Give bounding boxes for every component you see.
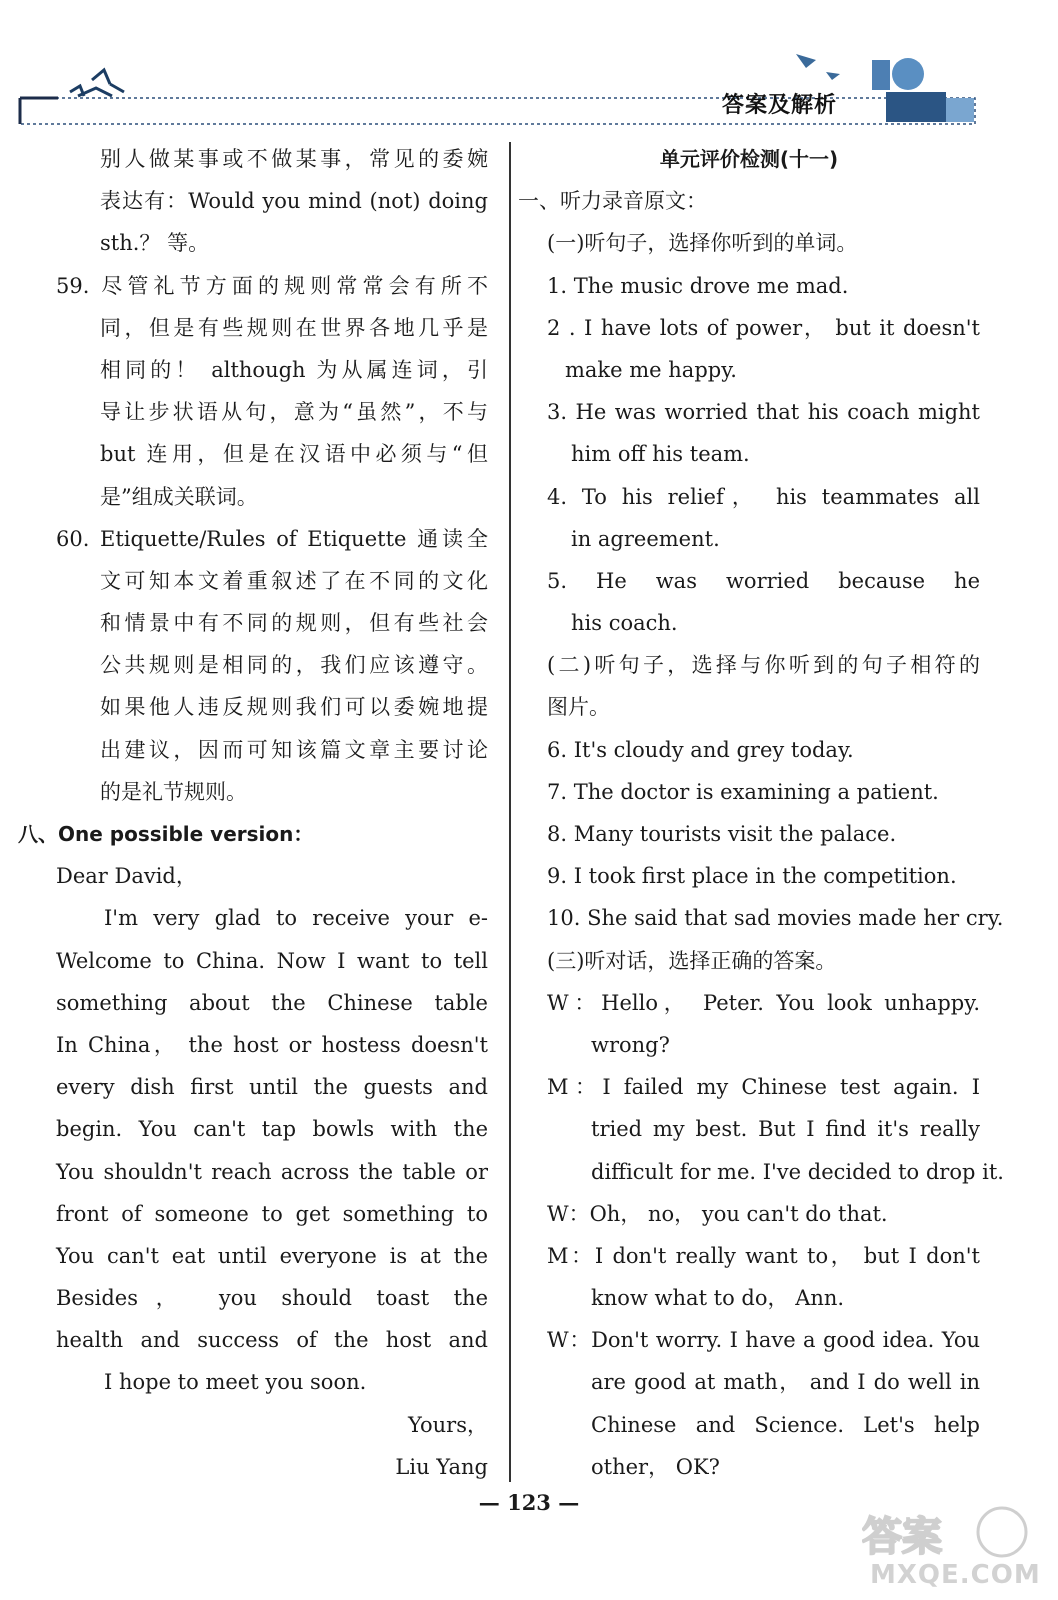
dialogue-line: know what to do， Ann. [591, 1286, 845, 1311]
letter-line: I'm very glad to receive your e- [104, 906, 488, 931]
answer-59: 59. 尽管礼节方面的规则常常会有所不 [56, 273, 488, 298]
letter-line: begin. You can't tap bowls with the [56, 1117, 488, 1142]
transcript-line: make me happy. [565, 357, 737, 382]
transcript-line: 10. She said that sad movies made her cry. [547, 906, 1004, 931]
page-header [0, 0, 1058, 140]
svg-text:答案: 答案 [862, 1514, 942, 1560]
letter-signature: Liu Yang [395, 1454, 488, 1479]
letter-line: Welcome to China. Now I want to tell [56, 948, 488, 973]
transcript-line: in agreement. [571, 526, 720, 551]
answer-60: 60. Etiquette/Rules of Etiquette 通读全 [56, 526, 488, 551]
text-line: 相同的！ although 为从属连词，引 [100, 357, 488, 382]
letter-line: I hope to meet you soon. [104, 1370, 367, 1395]
bird-icon [826, 72, 840, 80]
text-line: 和情景中有不同的规则，但有些社会 [100, 611, 488, 636]
transcript-line: 6. It's cloudy and grey today. [547, 737, 854, 762]
left-column [18, 138, 488, 1488]
text-line: sth.？ 等。 [100, 231, 210, 256]
letter-line: every dish first until the guests and [56, 1075, 488, 1100]
dialogue-line: M：I failed my Chinese test again. I [547, 1075, 980, 1100]
letter-line: In China， the host or hostess doesn't [56, 1032, 488, 1057]
watermark-text: MXQE.COM [870, 1560, 1041, 1590]
transcript-line: 9. I took first place in the competition. [547, 864, 957, 889]
column-divider [509, 142, 511, 1482]
transcript-line: him off his team. [571, 442, 750, 467]
dialogue-line: M：I don't really want to， but I don't [547, 1243, 980, 1268]
text-line: 别人做某事或不做某事，常见的委婉 [100, 147, 488, 171]
text-line: 的是礼节规则。 [100, 779, 247, 804]
section-title: 答案及解析 [722, 93, 838, 118]
section-8-heading: 八、One possible version： [18, 822, 314, 846]
text-line: but 连用，但是在汉语中必须与“但 [100, 442, 488, 467]
dialogue-line: difficult for me. I've decided to drop it. [591, 1159, 1004, 1184]
letter-line: health and success of the host and [56, 1328, 488, 1353]
text-line: 表达有：Would you mind (not) doing [100, 189, 488, 214]
letter-line: Besides， you should toast the [56, 1286, 488, 1311]
page-number: — 123 — [478, 1490, 580, 1515]
dialogue-line: other， OK? [591, 1454, 720, 1479]
dialogue-line: Chinese and Science. Let's help [591, 1412, 980, 1437]
transcript-line: 8. Many tourists visit the palace. [547, 822, 897, 846]
text-line: 是”组成关联词。 [100, 484, 258, 509]
dialogue-line: W：Don't worry. I have a good idea. You [547, 1328, 980, 1353]
dialogue-line: wrong? [591, 1032, 670, 1057]
bird-icon [796, 54, 816, 68]
letter-line: You can't eat until everyone is at the [56, 1243, 488, 1268]
letter-line: You shouldn't reach across the table or [56, 1159, 488, 1184]
right-column [518, 138, 1004, 1488]
unit-test-title: 单元评价检测(十一) [659, 147, 839, 171]
transcript-line: 3. He was worried that his coach might [547, 400, 980, 425]
letter-salutation: Dear David， [56, 864, 197, 889]
subsection-heading: (一)听句子，选择你听到的单词。 [547, 231, 858, 256]
text-line: 导让步状语从句，意为“虽然”，不与 [100, 400, 488, 425]
text-line: 同，但是有些规则在世界各地几乎是 [100, 315, 488, 340]
text-line: 如果他人违反规则我们可以委婉地提 [100, 695, 488, 720]
transcript-line: 4. To his relief， his teammates all [547, 484, 980, 509]
subsection-heading: (三)听对话，选择正确的答案。 [547, 948, 837, 973]
dialogue-line: W：Hello， Peter. You look unhappy. [547, 990, 980, 1015]
letter-line: something about the Chinese table [56, 990, 488, 1015]
transcript-line: 5. He was worried because he [547, 568, 980, 593]
dialogue-line: tried my best. But I find it's really [591, 1117, 980, 1142]
transcript-line: 7. The doctor is examining a patient. [547, 779, 939, 804]
subsection-heading: (二)听句子，选择与你听到的句子相符的 [547, 653, 980, 678]
letter-line: front of someone to get something to [56, 1201, 488, 1226]
transcript-line: 2 . I have lots of power， but it doesn't [547, 315, 980, 340]
header-decoration [0, 0, 1058, 140]
transcript-line: 1. The music drove me mad. [547, 273, 849, 298]
bird-icon [70, 70, 124, 96]
transcript-line: his coach. [571, 611, 678, 636]
letter-closing: Yours， [407, 1412, 488, 1437]
section-1-heading: 一、听力录音原文： [518, 189, 707, 214]
text-line: 文可知本文着重叙述了在不同的文化 [100, 568, 488, 593]
subsection-heading: 图片。 [547, 695, 610, 720]
text-line: 公共规则是相同的，我们应该遵守。 [100, 653, 488, 678]
dialogue-line: are good at math， and I do well in [591, 1370, 980, 1395]
dialogue-line: W：Oh， no， you can't do that. [547, 1201, 888, 1226]
text-line: 出建议，因而可知该篇文章主要讨论 [100, 737, 488, 762]
